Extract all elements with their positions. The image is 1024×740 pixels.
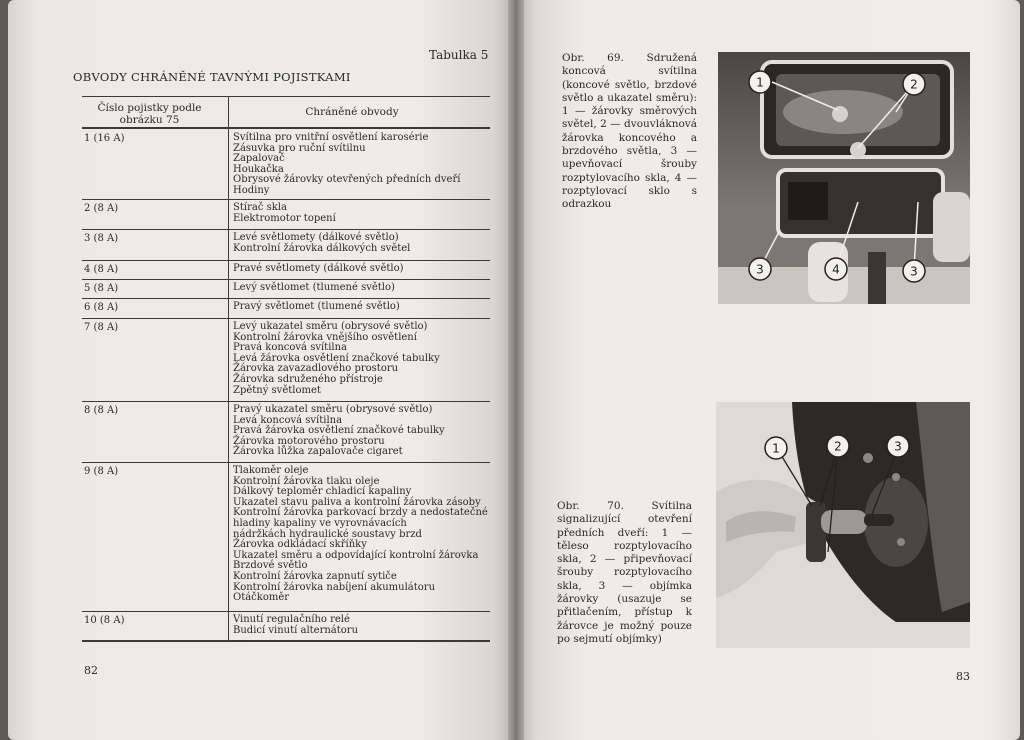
fuse-number: 10 (8 A) — [84, 615, 125, 626]
header-fuse-number: Číslo pojistky podle obrázku 75 — [97, 102, 202, 126]
protected-circuits-cell — [233, 233, 410, 254]
row-divider — [82, 279, 490, 280]
callout-69-1: 1 — [756, 75, 764, 90]
table-heading: OBVODY CHRÁNĚNÉ TAVNÝMI POJISTKAMI — [73, 70, 351, 84]
row-divider — [82, 298, 490, 299]
callout-70-2: 2 — [834, 439, 842, 454]
table-header-rule — [82, 127, 490, 129]
circuit-line: Levý světlomet (tlumené světlo) — [233, 282, 395, 293]
circuit-line: Kontrolní žárovka parkovací brzdy a nedostatečné — [233, 507, 488, 519]
table-label: Tabulka 5 — [429, 48, 489, 62]
page-number-right: 83 — [956, 670, 970, 683]
fuse-number: 5 (8 A) — [84, 283, 119, 294]
table-column-divider — [228, 96, 229, 641]
circuit-line: Pravý světlomet (tlumené světlo) — [233, 301, 400, 312]
row-divider — [82, 611, 490, 612]
table-top-rule — [82, 96, 490, 97]
circuit-line: Tlakoměr oleje — [233, 465, 309, 476]
circuit-line: Svítilna pro vnitřní osvětlení karosérie — [233, 132, 429, 143]
circuit-line: Levá koncová svítilna — [233, 414, 343, 426]
callout-69-3-left: 3 — [756, 262, 764, 277]
protected-circuits-cell — [233, 133, 460, 197]
callout-70-3: 3 — [894, 439, 902, 454]
circuit-line: Kontrolní žárovka zapnutí sytiče — [233, 570, 397, 582]
row-divider — [82, 401, 490, 402]
caption-figure-69: Obr. 69. Sdružená koncová svítilna (koncové světlo, brzdové světlo a ukazatel směru): 1 — žárovky směrových světel, 2 — dvouvláknová žárovka koncového a brzdového světla, 3 — upevňovací šrouby rozptylovacího skla, 4 — rozptylovací sklo s odrazkou — [562, 52, 697, 211]
callout-69-3-right: 3 — [910, 264, 918, 279]
circuit-line: Otáčkoměr — [233, 592, 290, 604]
circuit-line: Pravé světlomety (dálkové světlo) — [233, 263, 404, 274]
circuit-line: Kontrolní žárovka tlaku oleje — [233, 475, 380, 487]
circuit-line: Pravá koncová svítilna — [233, 342, 347, 354]
row-divider — [82, 318, 490, 319]
circuit-line: Houkačka — [233, 163, 284, 175]
circuit-line: Obrysové žárovky otevřených předních dveří — [233, 174, 461, 186]
callout-70-1: 1 — [772, 441, 780, 456]
circuit-line: Vinutí regulačního relé — [233, 614, 350, 625]
circuit-line: nádržkách hydraulické soustavy brzd — [233, 528, 422, 540]
caption-figure-70: Obr. 70. Svítilna signalizující otevření předních dveří: 1 — těleso rozptylovacího skla, 2 — připevňovací šrouby rozptylovacího skla, 3 — objímka žárovky (usazuje se přitlačením, přístup k žárovce je možný pouze po sejmutí objímky) — [557, 500, 692, 645]
circuit-line: Kontrolní žárovka nabíjení akumulátoru — [233, 581, 436, 593]
row-divider — [82, 229, 490, 230]
circuit-line: Žárovka zavazadlového prostoru — [233, 363, 399, 375]
row-divider — [82, 260, 490, 261]
protected-circuits-cell — [233, 322, 440, 396]
fuse-number: 3 (8 A) — [84, 233, 119, 244]
fuse-number: 9 (8 A) — [84, 466, 119, 477]
fuse-number: 7 (8 A) — [84, 322, 119, 333]
fuse-number: 8 (8 A) — [84, 405, 119, 416]
page-number-left: 82 — [84, 664, 98, 677]
circuit-line: Brzdové světlo — [233, 560, 308, 572]
photo-rear-lamp — [718, 52, 970, 304]
circuit-line: Žárovka odkládací skříňky — [233, 539, 367, 551]
protected-circuits-cell — [233, 264, 404, 275]
book-gutter — [508, 0, 524, 740]
protected-circuits-cell — [233, 466, 488, 604]
circuit-line: Hodiny — [233, 184, 270, 196]
circuit-line: Levá žárovka osvětlení značkové tabulky — [233, 352, 440, 364]
circuit-line: Ukazatel stavu paliva a kontrolní žárovka zásoby — [233, 496, 481, 508]
circuit-line: Žárovka lůžka zapalovače cigaret — [233, 446, 403, 458]
protected-circuits-cell — [233, 405, 445, 458]
photo-door-lamp — [716, 402, 970, 648]
fuse-number: 6 (8 A) — [84, 302, 119, 313]
circuit-line: Dálkový teploměr chladicí kapaliny — [233, 486, 412, 498]
circuit-line: Zapalovač — [233, 153, 285, 165]
circuit-line: Žárovka sdruženého přístroje — [233, 373, 383, 385]
protected-circuits-cell — [233, 302, 400, 313]
callout-69-2: 2 — [910, 77, 918, 92]
row-divider — [82, 462, 490, 463]
table-bottom-rule — [82, 640, 490, 642]
circuit-line: Elektromotor topení — [233, 212, 336, 224]
circuit-line: Budicí vinutí alternátoru — [233, 624, 359, 636]
row-divider — [82, 199, 490, 200]
fuse-number: 2 (8 A) — [84, 203, 119, 214]
callout-69-4: 4 — [832, 262, 840, 277]
protected-circuits-cell — [233, 615, 358, 636]
circuit-line: Kontrolní žárovka dálkových světel — [233, 242, 411, 254]
circuit-line: Pravá žárovka osvětlení značkové tabulky — [233, 425, 445, 437]
fuse-number: 1 (16 A) — [84, 133, 125, 144]
circuit-line: Levý ukazatel směru (obrysové světlo) — [233, 321, 428, 332]
fuse-number: 4 (8 A) — [84, 264, 119, 275]
circuit-line: Levé světlomety (dálkové světlo) — [233, 232, 399, 243]
protected-circuits-cell — [233, 203, 336, 224]
circuit-line: Kontrolní žárovka vnějšího osvětlení — [233, 331, 417, 343]
protected-circuits-cell — [233, 283, 395, 294]
circuit-line: Zásuvka pro ruční svítilnu — [233, 142, 366, 154]
circuit-line: hladiny kapaliny ve vyrovnávacích — [233, 517, 407, 529]
circuit-line: Zpětný světlomet — [233, 384, 321, 396]
circuit-line: Ukazatel směru a odpovídající kontrolní žárovka — [233, 549, 479, 561]
circuit-line: Stírač skla — [233, 202, 287, 213]
header-protected-circuits: Chráněné obvody — [305, 106, 399, 118]
circuit-line: Žárovka motorového prostoru — [233, 435, 385, 447]
circuit-line: Pravý ukazatel směru (obrysové světlo) — [233, 404, 433, 415]
